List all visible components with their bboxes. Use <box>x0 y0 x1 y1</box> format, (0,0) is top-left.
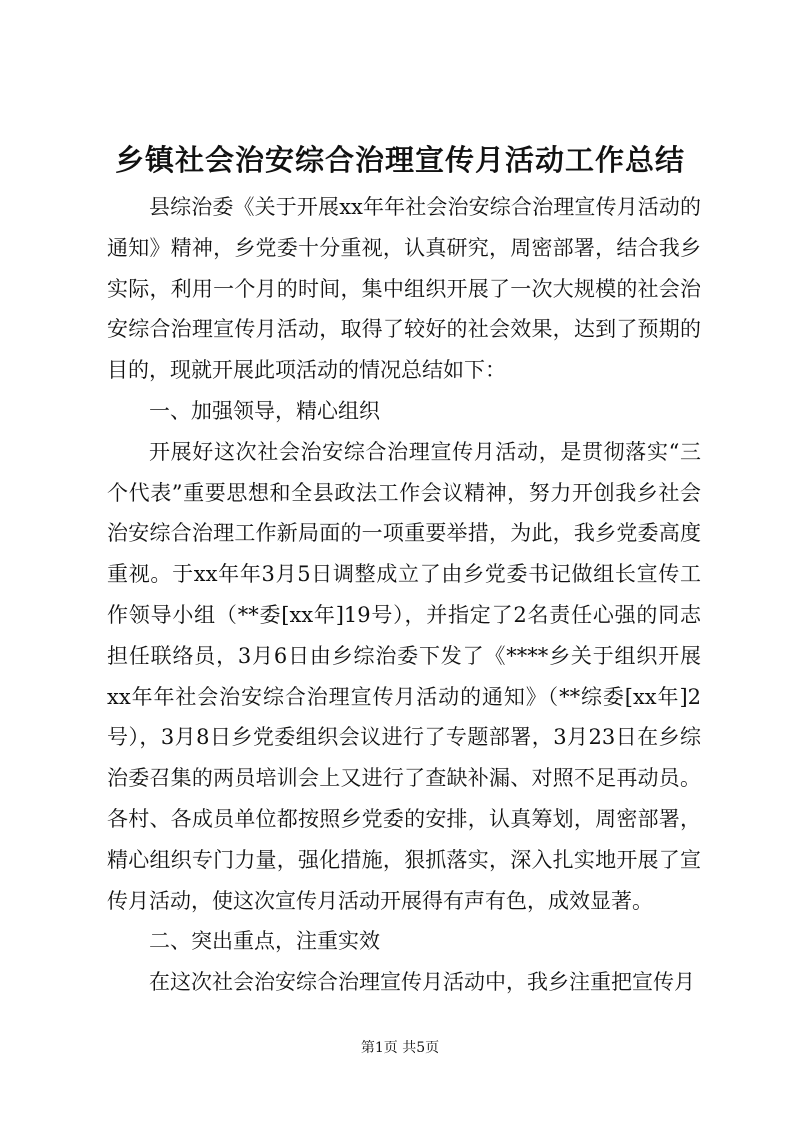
document-body <box>107 187 701 1003</box>
page-footer: 第1页 共5页 <box>360 1040 440 1056</box>
paragraph-intro: 县综治委《关于开展xx年年社会治安综合治理宣传月活动的通知》精神，乡党委十分重视，认真研究，周密部署，结合我乡实际，利用一个月的时间，集中组织开展了一次大规模的社会治安综合治理宣传月活动，取得了较好的社会效果，达到了预期的目的，现就开展此项活动的情况总结如下： <box>107 195 701 383</box>
section-heading-1: 一、加强领导，精心组织 <box>149 398 380 423</box>
paragraph-section-1: 开展好这次社会治安综合治理宣传月活动，是贯彻落实“三个代表”重要思想和全县政法工作会议精神，努力开创我乡社会治安综合治理工作新局面的一项重要举措，为此，我乡党委高度重视。于xx年年3月5日调整成立了由乡党委书记做组长宣传工作领导小组（**委[xx年]19号），并指定了2名责任心强的同志担任联络员，3月6日由乡综治委下发了《****乡关于组织开展xx年年社会治安综合治理宣传月活动的通知》（**综委[xx年]2号），3月8日乡党委组织会议进行了专题部署，3月23日在乡综治委召集的两员培训会上又进行了查缺补漏、对照不足再动员。各村、各成员单位都按照乡党委的安排，认真筹划，周密部署，精心组织专门力量，强化措施，狠抓落实，深入扎实地开展了宣传月活动，使这次宣传月活动开展得有声有色，成效显著。 <box>107 439 701 913</box>
document-title: 乡镇社会治安综合治理宣传月活动工作总结 <box>114 143 685 177</box>
section-heading-2: 二、突出重点，注重实效 <box>149 929 380 954</box>
paragraph-section-2: 在这次社会治安综合治理宣传月活动中，我乡注重把宣传月 <box>149 970 695 995</box>
